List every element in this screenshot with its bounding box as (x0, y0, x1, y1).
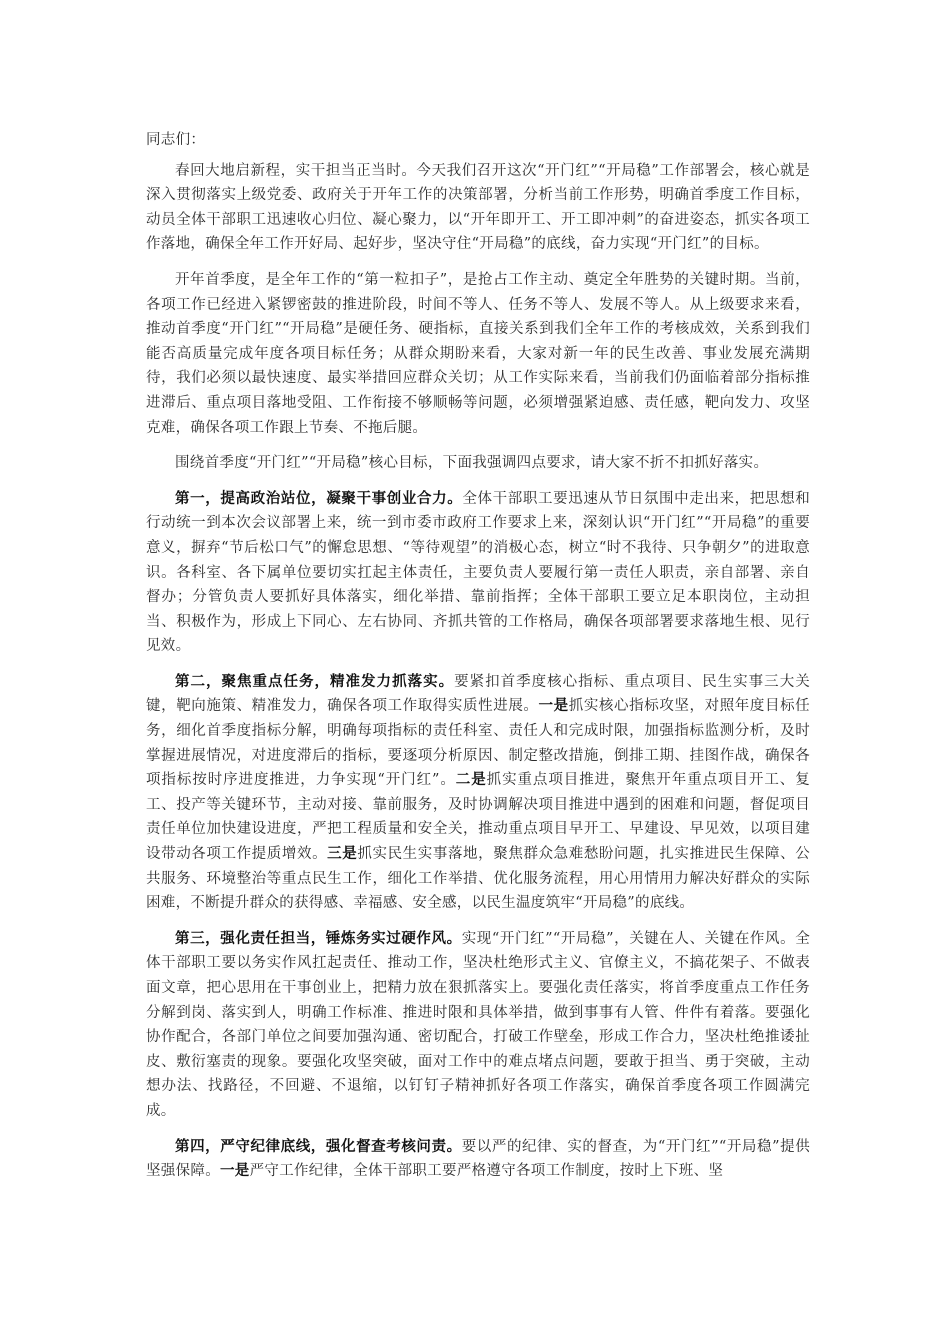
section-heading: 第三，强化责任担当，锤炼务实过硬作风。 (175, 929, 462, 947)
paragraph-text: 围绕首季度“开门红”“开局稳”核心目标，下面我强调四点要求，请大家不折不扣抓好落实。 (175, 455, 769, 472)
document-body (146, 128, 810, 1195)
item-marker: 一是 (538, 697, 569, 715)
paragraph-text: 全体干部职工要迅速从节日氛围中走出来，把思想和行动统一到本次会议部署上来，统一到市委市政府工作要求上来，深刻认识“开门红”“开局稳”的重要意义，摒弃“节后松口气”的懈怠思想、“等待观望”的消极心态，树立“时不我待、只争朝夕”的进取意识。各科室、各下属单位要切实扛起主体责任，主要负责人要履行第一责任人职责，亲自部署、亲自督办；分管负责人要抓好具体落实，细化举措、靠前指挥；全体干部职工要立足本职岗位，主动担当、积极作为，形成上下同心、左右协同、齐抓共管的工作格局，确保各项部署要求落地生根、见行见效。 (146, 490, 810, 655)
section-heading: 第四，严守纪律底线，强化督查考核问责。 (175, 1137, 462, 1155)
paragraph-text: 抓实民生实事落地，聚焦群众急难愁盼问题，扎实推进民生保障、公共服务、环境整治等重点民生工作，细化工作举措、优化服务流程，用心用情用力解决好群众的实际困难，不断提升群众的获得感、幸福感、安全感，以民生温度筑牢“开局稳”的底线。 (146, 846, 810, 912)
paragraph (146, 927, 810, 1124)
paragraph (146, 159, 810, 257)
paragraph-text: 抓实重点项目推进，聚焦开年重点项目开工、复工、投产等关键环节，主动对接、靠前服务，及时协调解决项目推进中遇到的困难和问题，督促项目责任单位加快建设进度，严把工程质量和安全关，推动重点项目早开工、早建设、早见效，以项目建设带动各项工作提质增效。 (146, 772, 810, 863)
paragraph (146, 268, 810, 440)
paragraph-list (146, 159, 810, 1184)
paragraph-text: 要紧扣首季度核心指标、重点项目、民生实事三大关键，靶向施策、精准发力，确保各项工作取得实质性进展。 (146, 673, 810, 715)
paragraph-text: 春回大地启新程，实干担当正当时。今天我们召开这次“开门红”“开局稳”工作部署会，核心就是深入贯彻落实上级党委、政府关于开年工作的决策部署，分析当前工作形势，明确首季度工作目标，动员全体干部职工迅速收心归位、凝心聚力，以“开年即开工、开工即冲刺”的奋进姿态，抓实各项工作落地，确保全年工作开好局、起好步，坚决守住“开局稳”的底线，奋力实现“开门红”的目标。 (146, 162, 810, 253)
paragraph-text: 实现“开门红”“开局稳”，关键在人、关键在作风。全体干部职工要以务实作风扛起责任、推动工作，坚决杜绝形式主义、官僚主义，不搞花架子、不做表面文章，把心思用在干事创业上，把精力放在狠抓落实上。要强化责任落实，将首季度重点工作任务分解到岗、落实到人，明确工作标准、推进时限和具体举措，做到事事有人管、件件有着落。要强化协作配合，各部门单位之间要加强沟通、密切配合，打破工作壁垒，形成工作合力，坚决杜绝推诿扯皮、敷衍塞责的现象。要强化攻坚突破，面对工作中的难点堵点问题，要敢于担当、勇于突破，主动想办法、找路径，不回避、不退缩，以钉钉子精神抓好各项工作落实，确保首季度各项工作圆满完成。 (146, 930, 811, 1119)
paragraph-text: 严守工作纪律，全体干部职工要严格遵守各项工作制度，按时上下班、坚 (249, 1163, 724, 1180)
paragraph (146, 670, 810, 916)
item-marker: 三是 (327, 845, 358, 863)
paragraph-text: 要以严的纪律、实的督查，为“开门红”“开局稳”提供坚强保障。 (146, 1138, 811, 1180)
paragraph (146, 487, 810, 659)
paragraph-text: 开年首季度，是全年工作的“第一粒扣子”，是抢占工作主动、奠定全年胜势的关键时期。当前，各项工作已经进入紧锣密鼓的推进阶段，时间不等人、任务不等人、发展不等人。从上级要求来看，推动首季度“开门红”“开局稳”是硬任务、硬指标，直接关系到我们全年工作的考核成效，关系到我们能否高质量完成年度各项目标任务；从群众期盼来看，大家对新一年的民生改善、事业发展充满期待，我们必须以最快速度、最实举措回应群众关切；从工作实际来看，当前我们仍面临着部分指标推进滞后、重点项目落地受阻、工作衔接不够顺畅等问题，必须增强紧迫感、责任感，靶向发力、攻坚克难，确保各项工作跟上节奏、不拖后腿。 (146, 271, 810, 436)
item-marker: 一是 (220, 1162, 250, 1180)
section-heading: 第一，提高政治站位，凝聚干事创业合力。 (175, 489, 463, 507)
section-heading: 第二，聚焦重点任务，精准发力抓落实。 (175, 672, 455, 690)
item-marker: 二是 (455, 771, 487, 789)
paragraph (146, 451, 810, 476)
salutation: 同志们： (146, 132, 206, 148)
paragraph-text: 抓实核心指标攻坚，对照年度目标任务，细化首季度指标分解，明确每项指标的责任科室、责任人和完成时限，加强指标监测分析，及时掌握进展情况，对进度滞后的指标，要逐项分析原因、制定整改措施，倒排工期、挂图作战，确保各项指标按时序进度推进，力争实现“开门红”。 (146, 698, 810, 789)
paragraph (146, 1135, 810, 1184)
